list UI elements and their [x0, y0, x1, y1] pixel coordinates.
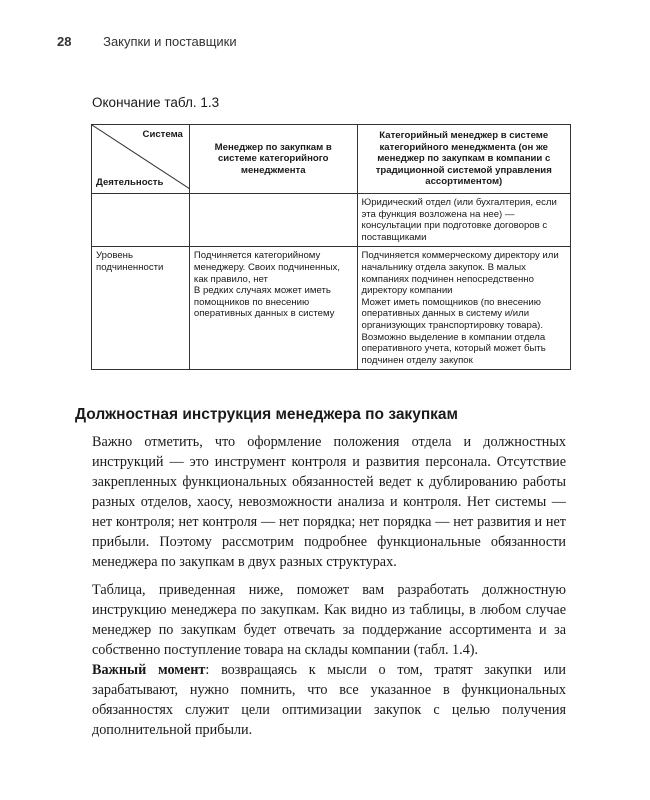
- column-header-purchasing-manager: Менеджер по закупкам в системе категорийного менеджмента: [189, 125, 357, 194]
- cell-purchasing-manager: [189, 194, 357, 247]
- cell-category-manager: [357, 247, 570, 370]
- page-header: [57, 34, 237, 49]
- page-number: 28: [57, 34, 72, 49]
- table-row: [92, 247, 571, 370]
- corner-system-label: Система: [142, 129, 183, 140]
- cell-purchasing-manager: [189, 247, 357, 370]
- cell-category-manager: [357, 194, 570, 247]
- table-corner-cell: [92, 125, 190, 194]
- cell-text: В редких случаях может иметь помощников по внесению оперативных данных в систему: [193, 285, 335, 320]
- cell-text: Подчиняется коммерческому директору или начальнику отдела закупок. В малых компаниях подчинен непосредственно директору компании: [361, 250, 559, 297]
- section-heading: Должностная инструкция менеджера по закупкам: [75, 406, 459, 423]
- table-row: [92, 194, 571, 247]
- paragraph-rest: : возвращаясь к мысли о том, тратят закупки или зарабатывают, нужно помнить, что все указанное в функциональных обязанностях служит цели оптимизации закупок с целью получения дополнительной прибыли.: [92, 662, 566, 738]
- table-header-row: [92, 125, 571, 194]
- paragraph: [92, 660, 566, 740]
- table-caption: Окончание табл. 1.3: [92, 95, 220, 110]
- paragraph-lead-bold: Важный момент: [92, 662, 206, 678]
- column-header-category-manager: Категорийный менеджер в системе категорийного менеджмента (он же менеджер по закупкам в компании с традиционной системой управления ассортиментом): [357, 125, 570, 194]
- cell-text: Подчиняется категорийному менеджеру. Своих подчиненных, как правило, нет: [193, 250, 340, 285]
- table-1-3: [91, 124, 571, 370]
- corner-activity-label: Деятельность: [96, 177, 164, 189]
- activity-cell: Уровень подчиненности: [92, 247, 190, 370]
- running-title: Закупки и поставщики: [103, 34, 237, 49]
- cell-text: Возможно выделение в компании отдела оперативного учета, который может быть подчинен отделу закупок: [361, 331, 546, 366]
- paragraph: Важно отметить, что оформление положения отдела и должностных инструкций — это инструмент контроля и развития персонала. Отсутствие закрепленных функциональных обязанностей ведет к дублированию работы разных отделов, хаосу, невозможности анализа и контроля. Нет системы — нет контроля; нет контроля — нет порядка; нет порядка — нет развития и нет прибыли. Поэтому рассмотрим подробнее функциональные обязанности менеджера по закупкам в двух разных структурах.: [92, 434, 566, 570]
- cell-text: Юридический отдел (или бухгалтерия, если эта функция возложена на нее) — консультации при подготовке договоров с поставщиками: [361, 197, 557, 243]
- activity-cell: [92, 194, 190, 247]
- cell-text: Может иметь помощников (по внесению оперативных данных в систему и/или организующих транспортировку товара).: [361, 296, 544, 331]
- paragraph: Таблица, приведенная ниже, поможет вам разработать должностную инструкцию менеджера по закупкам. Как видно из таблицы, в любом случае менеджер по закупкам будет отвечать за поддержание ассортимента и за собственно поступление товара на склады компании (табл. 1.4).: [92, 582, 566, 658]
